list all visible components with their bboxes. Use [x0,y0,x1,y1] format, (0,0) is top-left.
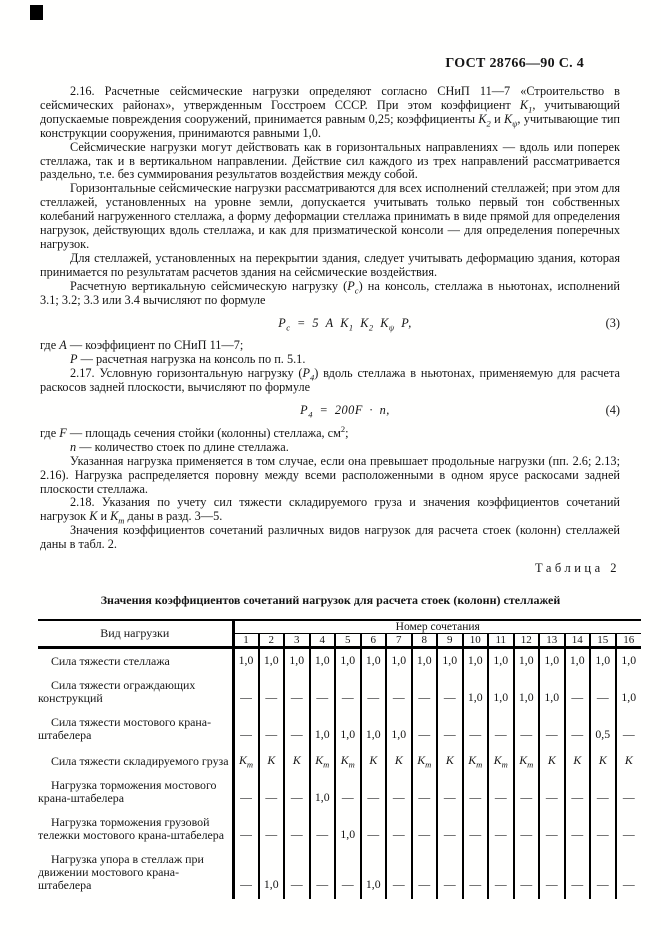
document-body [40,85,620,552]
value-cell: — [616,775,642,812]
value-cell: К [284,749,310,775]
column-header: 9 [437,634,463,648]
value-cell: — [437,812,463,849]
value-cell: 1,0 [259,849,285,899]
value-cell: — [412,849,438,899]
value-cell: — [539,712,565,749]
value-cell: — [488,849,514,899]
column-header: 1 [233,634,259,648]
table-row [38,648,641,676]
value-cell: К [437,749,463,775]
value-cell: 1,0 [539,675,565,712]
value-cell: — [335,849,361,899]
value-cell: $К_т$ [463,749,489,775]
value-cell: $К_т$ [310,749,336,775]
column-header: 11 [488,634,514,648]
value-cell: — [233,775,259,812]
value-cell: 1,0 [386,712,412,749]
formula-number: (4) [605,403,620,418]
row-label-cell: Сила тяжести складируемого груза [38,749,233,775]
table-row [38,812,641,849]
value-cell: — [437,775,463,812]
value-cell: 1,0 [565,648,591,676]
row-label-cell: Сила тяжести ограждающих конструкций [38,675,233,712]
value-cell: — [284,849,310,899]
column-header: 12 [514,634,540,648]
value-cell: — [565,849,591,899]
value-cell: 1,0 [335,648,361,676]
value-cell: — [284,712,310,749]
paragraph: Сейсмические нагрузки могут действовать как в горизонтальных направлениях — вдоль или поперек стеллажа, так и в вертикальном направлении. Действие сил каждого из трех направлений рассматривается раздельно, т.е. без суммирования результатов воздействия между собой. [40,139,620,182]
value-cell: 1,0 [463,675,489,712]
value-cell: — [233,675,259,712]
paragraph: Для стеллажей, установленных на перекрытии здания, следует учитывать деформацию здания, которая принимается по результатам расчетов здания на сейсмические воздействия. [40,250,620,279]
value-cell: 1,0 [539,648,565,676]
value-cell: 1,0 [514,648,540,676]
column-header: 5 [335,634,361,648]
value-cell: — [565,812,591,849]
value-cell: К [361,749,387,775]
column-header: 4 [310,634,336,648]
value-cell: 1,0 [361,849,387,899]
value-cell: — [539,775,565,812]
value-cell: К [590,749,616,775]
value-cell: — [616,712,642,749]
formula [40,317,620,331]
value-cell: — [310,849,336,899]
value-cell: 0,5 [590,712,616,749]
value-cell: — [386,675,412,712]
value-cell: — [565,675,591,712]
value-cell: — [437,849,463,899]
value-cell: — [284,675,310,712]
value-cell: — [463,775,489,812]
paragraph: 2.18. Указания по учету сил тяжести складируемого груза и значения коэффициентов сочетаний нагрузок К и $К_т$ даны в разд. 3—5. [40,495,620,526]
column-header: 3 [284,634,310,648]
value-cell: — [361,675,387,712]
value-cell: 1,0 [616,648,642,676]
table-title: Значения коэффициентов сочетаний нагрузок для расчета стоек (колонн) стеллажей [100,593,561,608]
page-header: ГОСТ 28766—90 С. 4 [445,56,584,71]
value-cell: — [437,712,463,749]
scan-artifact [30,5,43,20]
column-header: 10 [463,634,489,648]
value-cell: 1,0 [412,648,438,676]
value-cell: — [463,812,489,849]
value-cell: — [284,775,310,812]
column-header: 8 [412,634,438,648]
table-row [38,849,641,899]
value-cell: — [233,849,259,899]
value-cell: К [259,749,285,775]
value-cell: — [514,849,540,899]
coefficients-table [38,619,641,899]
value-cell: 1,0 [335,812,361,849]
value-cell: — [514,712,540,749]
column-header: 2 [259,634,285,648]
value-cell: — [412,675,438,712]
value-cell: 1,0 [310,712,336,749]
value-cell: — [386,849,412,899]
table-label: Таблица 2 [535,561,620,576]
value-cell: $К_т$ [233,749,259,775]
table-row [38,749,641,775]
column-header: 15 [590,634,616,648]
table-row [38,675,641,712]
value-cell: — [463,849,489,899]
row-header: Вид нагрузки [38,620,233,648]
column-header: 13 [539,634,565,648]
column-header: 6 [361,634,387,648]
value-cell: — [437,675,463,712]
value-cell: 1,0 [310,775,336,812]
paragraph: Р — расчетная нагрузка на консоль по п. 5.1. [70,352,306,367]
column-header: 7 [386,634,412,648]
value-cell: — [386,812,412,849]
value-cell: 1,0 [335,712,361,749]
value-cell: $К_т$ [335,749,361,775]
formula-expression: $Р_с = 5$ А $К_1$ $К_2$ $К_\psi$ Р, [278,315,412,332]
value-cell: 1,0 [463,648,489,676]
formula [40,404,620,418]
value-cell: К [616,749,642,775]
value-cell: 1,0 [488,675,514,712]
value-cell: — [412,775,438,812]
value-cell: К [565,749,591,775]
value-cell: 1,0 [386,648,412,676]
value-cell: $К_т$ [488,749,514,775]
value-cell: — [284,812,310,849]
value-cell: 1,0 [488,648,514,676]
value-cell: — [233,812,259,849]
paragraph: n — количество стоек по длине стеллажа. [70,439,289,454]
value-cell: — [335,675,361,712]
value-cell: 1,0 [514,675,540,712]
value-cell: — [361,812,387,849]
column-header: 16 [616,634,642,648]
value-cell: — [539,812,565,849]
value-cell: — [590,775,616,812]
value-cell: — [514,812,540,849]
column-group-header: Номер сочетания [233,620,641,634]
value-cell: К [386,749,412,775]
value-cell: — [488,812,514,849]
row-label-cell: Нагрузка торможения грузовой тележки мостового крана-штабелера [38,812,233,849]
value-cell: — [565,712,591,749]
value-cell: 1,0 [590,648,616,676]
value-cell: — [386,775,412,812]
table-row [38,712,641,749]
value-cell: — [259,775,285,812]
row-label-cell: Нагрузка торможения мостового крана-штабелера [38,775,233,812]
value-cell: 1,0 [361,712,387,749]
row-label-cell: Сила тяжести мостового крана-штабелера [38,712,233,749]
value-cell: — [310,675,336,712]
value-cell: — [590,675,616,712]
paragraph: где F — площадь сечения стойки (колонны) стеллажа, $см^2$; [40,423,349,440]
value-cell: — [259,675,285,712]
value-cell: — [590,849,616,899]
row-label-cell: Нагрузка упора в стеллаж при движении мостового крана-штабелера [38,849,233,899]
value-cell: 1,0 [233,648,259,676]
value-cell: 1,0 [361,648,387,676]
value-cell: — [616,812,642,849]
paragraph: Указанная нагрузка применяется в том случае, если она превышает продольные нагрузки (пп. 2.6; 2.13; 2.16). Нагрузка распределяется поровну между всеми расположенными в одном ярусе раскосами задней плоскости стеллажа. [40,453,620,496]
value-cell: — [514,775,540,812]
value-cell: — [590,812,616,849]
value-cell: $К_т$ [514,749,540,775]
value-cell: — [616,849,642,899]
value-cell: — [463,712,489,749]
value-cell: К [539,749,565,775]
value-cell: 1,0 [284,648,310,676]
value-cell: — [310,812,336,849]
value-cell: — [412,812,438,849]
value-cell: — [335,775,361,812]
value-cell: $К_т$ [412,749,438,775]
value-cell: 1,0 [616,675,642,712]
value-cell: — [259,812,285,849]
value-cell: — [259,712,285,749]
value-cell: — [361,775,387,812]
value-cell: 1,0 [259,648,285,676]
value-cell: — [565,775,591,812]
value-cell: — [539,849,565,899]
paragraph: Горизонтальные сейсмические нагрузки рассматриваются для всех исполнений стеллажей; при этом для стеллажей, установленных на уровне земли, допускается учитывать только первый тон собственных колебаний нагруженного стеллажа, а форму деформации стеллажа принимать в виде прямой для определения нагрузок, действующих вдоль стеллажа, и как для призматической консоли — для определения поперечных нагрузок. [40,181,620,251]
value-cell: — [412,712,438,749]
table-row [38,775,641,812]
value-cell: — [233,712,259,749]
value-cell: 1,0 [310,648,336,676]
paragraph: 2.17. Условную горизонтальную нагрузку $(Р_4)$ вдоль стеллажа в ньютонах, применяемую для расчета раскосов задней плоскости, вычисляют по формуле [40,366,620,395]
value-cell: — [488,712,514,749]
formula-expression: $Р_4 = 200F \cdot n$, [300,403,390,420]
paragraph: 2.16. Расчетные сейсмические нагрузки определяют согласно СНиП 11—7 «Строительство в сейсмических районах», утвержденным Госстроем СССР. При этом коэффициент $К_1$, учитывающий допускаемые повреждения сооружений, принимается равным 0,25; коэффициенты $К_2$ и $К_\psi$, учитывающие тип конструкции сооружения, принимаются равными 1,0. [40,84,621,140]
row-label-cell: Сила тяжести стеллажа [38,648,233,676]
formula-number: (3) [605,315,620,330]
paragraph: Значения коэффициентов сочетаний различных видов нагрузок для расчета стоек (колонн) стеллажей даны в табл. 2. [40,523,620,552]
paragraph: где А — коэффициент по СНиП 11—7; [40,338,244,353]
value-cell: — [488,775,514,812]
column-header: 14 [565,634,591,648]
value-cell: 1,0 [437,648,463,676]
paragraph: Расчетную вертикальную сейсмическую нагрузку $(Р_с)$ на консоль, стеллажа в ньютонах, исполнений 3.1; 3.2; 3.3 или 3.4 вычисляют по формуле [40,278,620,307]
